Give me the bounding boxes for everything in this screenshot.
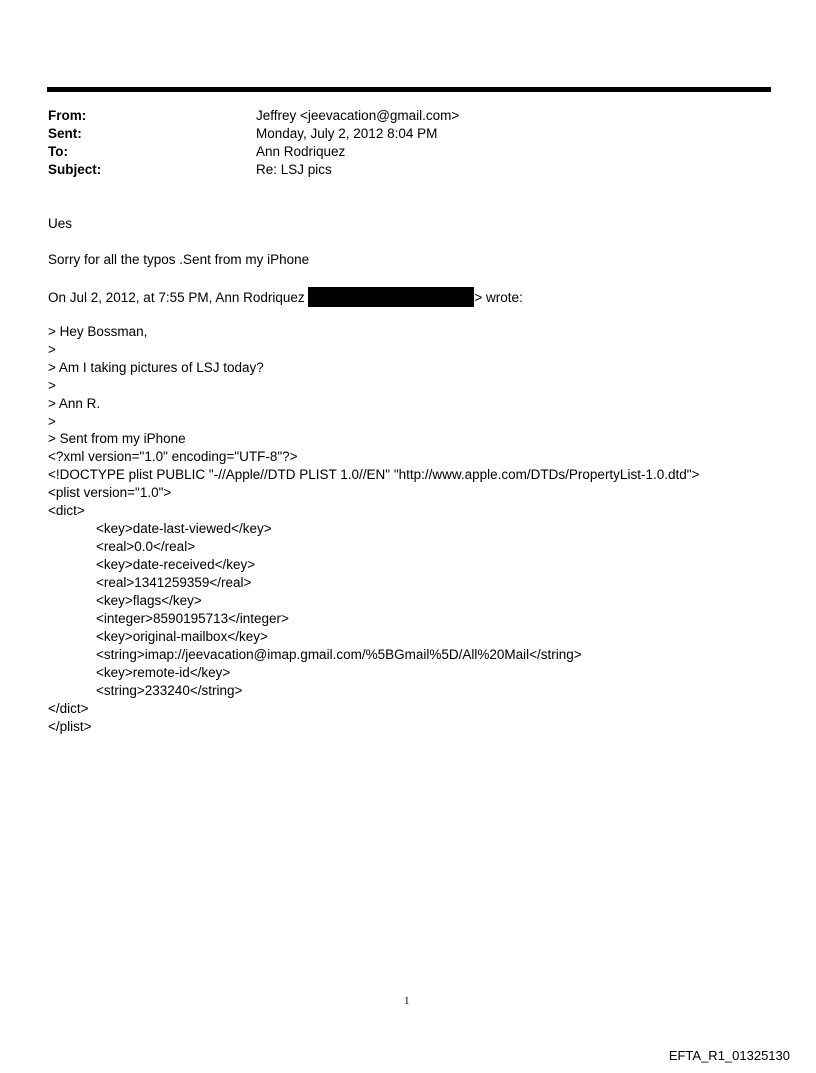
quote-intro-suffix: > wrote: xyxy=(474,290,523,305)
to-value: Ann Rodriquez xyxy=(256,144,346,159)
xml-dict-open: <dict> xyxy=(48,503,85,518)
xml-entry: <key>date-last-viewed</key> xyxy=(96,521,272,536)
quoted-line: > xyxy=(48,342,56,357)
xml-plist-open: <plist version="1.0"> xyxy=(48,485,172,500)
xml-entry: <string>imap://jeevacation@imap.gmail.com/%5BGmail%5D/All%20Mail</string> xyxy=(96,647,582,662)
xml-entry: <integer>8590195713</integer> xyxy=(96,611,289,626)
body-line: Ues xyxy=(48,216,73,231)
page-number: 1 xyxy=(404,995,410,1007)
quoted-line: > xyxy=(48,414,56,429)
quoted-line: > Sent from my iPhone xyxy=(48,431,186,446)
header-divider xyxy=(47,87,771,92)
xml-entry: <real>1341259359</real> xyxy=(96,575,252,590)
xml-declaration: <?xml version="1.0" encoding="UTF-8"?> xyxy=(48,449,298,464)
to-label: To: xyxy=(48,144,68,159)
xml-entry: <string>233240</string> xyxy=(96,683,243,698)
sent-value: Monday, July 2, 2012 8:04 PM xyxy=(256,126,438,141)
xml-entry: <key>remote-id</key> xyxy=(96,665,231,680)
xml-entry: <key>date-received</key> xyxy=(96,557,256,572)
body-line: Sorry for all the typos .Sent from my iPhone xyxy=(48,252,310,267)
from-label: From: xyxy=(48,108,87,123)
quoted-line: > Am I taking pictures of LSJ today? xyxy=(48,360,264,375)
quote-intro-prefix: On Jul 2, 2012, at 7:55 PM, Ann Rodriquez xyxy=(48,290,309,305)
xml-plist-close: </plist> xyxy=(48,719,92,734)
quoted-line: > xyxy=(48,378,56,393)
from-value: Jeffrey <jeevacation@gmail.com> xyxy=(256,108,460,123)
xml-entry: <key>flags</key> xyxy=(96,593,202,608)
subject-label: Subject: xyxy=(48,162,102,177)
sent-label: Sent: xyxy=(48,126,82,141)
quote-intro xyxy=(48,287,523,307)
redaction-box xyxy=(308,287,474,307)
xml-doctype: <!DOCTYPE plist PUBLIC "-//Apple//DTD PLIST 1.0//EN" "http://www.apple.com/DTDs/PropertyList-1.0.dtd"> xyxy=(48,467,700,482)
document-id: EFTA_R1_01325130 xyxy=(668,1048,790,1063)
xml-dict-close: </dict> xyxy=(48,701,89,716)
quoted-line: > Ann R. xyxy=(48,396,101,411)
subject-value: Re: LSJ pics xyxy=(256,162,332,177)
xml-entry: <key>original-mailbox</key> xyxy=(96,629,268,644)
quoted-line: > Hey Bossman, xyxy=(48,324,148,339)
xml-entry: <real>0.0</real> xyxy=(96,539,196,554)
